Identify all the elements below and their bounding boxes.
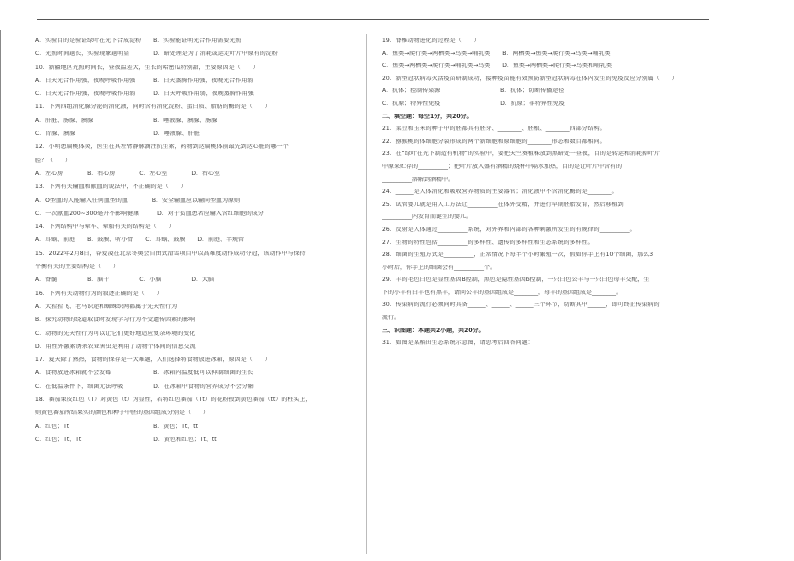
question-line: D．用性外激素诱杀农业害虫是利用了动物个体间的信息交流 [35,343,196,350]
question-line: B．探究动物的绕道取食时发现学习行为不受遗传因素的影响 [35,317,196,324]
question-line: A．实验目的是验证绿叶在光下合成淀粉 B．实验能证明光合作用需要光照 [35,38,242,44]
question-line: __________内发育而诞生的婴儿。 [382,214,473,221]
header-rule [37,19,709,20]
question-line: C．光照时间越长，实验现象越明显 D．暗处理是为了消耗或运走叶片中原有的淀粉 [35,51,278,58]
section-heading: 三、识图题：本题共2小题，共20分。 [382,327,485,334]
question-line: A．白天光合作用强，夜晚呼吸作用强 B．白天蒸腾作用强，夜晚光合作用弱 [35,77,254,84]
question-line: 小时后，你手上的细菌会有__________个。 [382,264,497,271]
question-line: 28．细菌的生殖方式是__________，正常情况下每半个小时繁殖一次，假如你手上有10个细菌，那么3 [382,252,654,259]
question-line: 11．下列四组消化腺分泌的消化液，同时含有消化淀粉、蛋白质、脂肪的酶的是（ ） [35,104,271,111]
question-line: 13．下列有关输血和献血的说法中，不正确的是（ ） [35,184,187,191]
question-line: 29．羊的毛色白色是显性基因B控制，黑色是隐性基因b控制，一只白色公羊与一只白色母羊交配，生 [382,277,650,284]
question-line: 15．2022年2月8日，谷爱凌在北京冬奥会自由式滑雪项目中以高难度动作成功夺冠，该动作中与保持 [35,250,306,257]
question-line: 20．新型冠状病毒灭活疫苗研制成功，接种疫苗能有效预防新型冠状病毒在体内发生的免疫反应分别属（ ） [382,75,678,82]
question-line: C．在低温条件下，细菌无法呼吸 D．在冰箱中食物的营养成分不会分解 [35,383,254,390]
question-line: A．红色；Tt B．黄色；Tt、tt [35,423,198,430]
question-line: C．一次献血200~300毫升不影响健康 D．对于贫血患者应输入含红细胞的成分 [35,210,264,217]
question-line: 26．反射是人体通过__________系统，对外界和内部的各种刺激所发生的有规律的__________。 [382,226,636,233]
question-line: A．食物放进冰箱就不会发霉 B．冰箱内温度低可以抑制细菌的生长 [35,370,254,377]
question-line: 31．如图是某稻田生态系统示意图，请思考后回答问题： [382,340,534,347]
question-line: C．抗原；特异性免疫 D．抗原；非特异性免疫 [382,100,565,107]
column-divider [366,34,367,554]
question-line: C．鱼类→两栖类→爬行类→哺乳类→鸟类 D．鱼类→两栖类→爬行类→鸟类和哺乳类 [382,63,613,70]
question-line: 平衡有关的主要结构是（ ） [35,264,120,271]
question-line: 中原来贮存的__________；把叶片放入盛有酒精的烧杯中隔水加热，目的是让叶片中含有的 [382,163,623,170]
question-line: C．动物的先天性行为可以让它们更好地适应复杂环境的变化 [35,330,196,337]
question-line: 10．新疆地区光照时间长，昼夜温差大，生长的哈密瓜特别甜，主要原因是（ ） [35,64,259,71]
question-line: 27．生物的特性包括__________的多样性、遗传的多样性和生态系统的多样性。 [382,239,594,246]
section-heading: 二、填空题：每空1分，共20分。 [382,113,473,120]
question-line: 19．脊椎动物进化的过程是（ ） [382,38,480,44]
question-line: A．肝脏、肠腺、胰腺 B．唾液腺、胰腺、肠腺 [35,117,218,124]
right-column [382,38,730,353]
question-line: C．红色；Tt、Tt D．黄色和红色；Tt、tt [35,436,217,443]
question-line: 18．番茄果皮红色（T）对黄色（t）为显性，若将红色番茄（Tt）的花粉授到黄色番茄（tt）的柱头上， [35,397,312,404]
question-line: A．左心房 B．右心房 C．左心室 D．右心室 [35,170,221,177]
question-line: 流行。 [382,315,401,322]
question-line: 14．下列结构中与晕车、晕船有关的结构是（ ） [35,224,175,231]
binding-margin-line [0,30,1,560]
left-column [35,38,365,450]
question-line: 腔？（ ） [35,157,72,164]
question-line: C．胃腺、胰腺 D．唾液腺、肝脏 [35,131,200,138]
question-line: 12．小明患扁桃体炎，医生在其左臂静脉滴注抗生素，药物到达扁桃体前最先到达心脏的哪一个 [35,144,289,151]
question-line: 30．传染病的流行必须同时具备______、______、______三个环节，切断其中______，即可终止传染病的 [382,302,660,309]
question-line: __________溶解到酒精中。 [382,176,455,183]
question-line: 16．下列有关动物行为的叙述正确的是（ ） [35,290,163,297]
question-line: A．大猩猩飞、老马识途和蜘蛛织网都属于先天性行为 [35,303,178,310]
question-line: 下的小羊有白羊也有黑羊，请问公羊的基因组成是________，母羊的基因组成是________。 [382,289,623,296]
question-line: 则黄色番茄所结果实的颜色和种子中胚的基因组成分别是（ ） [35,410,210,417]
question-line: 24．______是人体消化和吸收营养物质的主要器官；消化液中不含消化酶的是________。 [382,189,618,196]
question-line: A．鱼类→爬行类→两栖类→鸟类→哺乳类 B．两栖类→鱼类→爬行类→鸟类→哺乳类 [382,50,611,57]
question-line: A．抗体；控制传染源 B．抗体；切断传播途径 [382,88,565,95]
question-line: A．O型血的人能输入任何血型的血 B．安全输血应以输同型血为原则 [35,197,240,204]
question-line: 21．菜豆和玉米的种子中的胚都具有胚芽、________、胚根、________四部分结构。 [382,126,606,133]
question-line: 23．在“绿叶在光下制造有机物”的实验中，要把天竺葵植株放到黑暗处一昼夜，目的是转运和消耗掉叶片 [382,151,660,158]
question-line: A．脊髓 B．脑干 C．小脑 D．大脑 [35,277,215,284]
question-line: 25．试管婴儿就是用人工方法让__________在体外受精，并进行早期胚胎发育，然后移植到 [382,201,624,208]
question-line: 17．夏天除了熟热，食物的保存是一大难题，人们选择将食物放进冰箱，原因是（ ） [35,357,271,364]
question-line: 22．猕猴桃的体细胞分裂形成的两个新细胞和原细胞的________形态和数目都相同。 [382,138,606,145]
question-line: A．耳蜗、前庭 B．鼓膜、听小骨 C．耳蜗、鼓膜 D．前庭、半规管 [35,237,245,244]
question-line: C．白天光合作用强，夜晚呼吸作用弱 D．白天呼吸作用弱，夜晚蒸腾作用强 [35,91,254,98]
